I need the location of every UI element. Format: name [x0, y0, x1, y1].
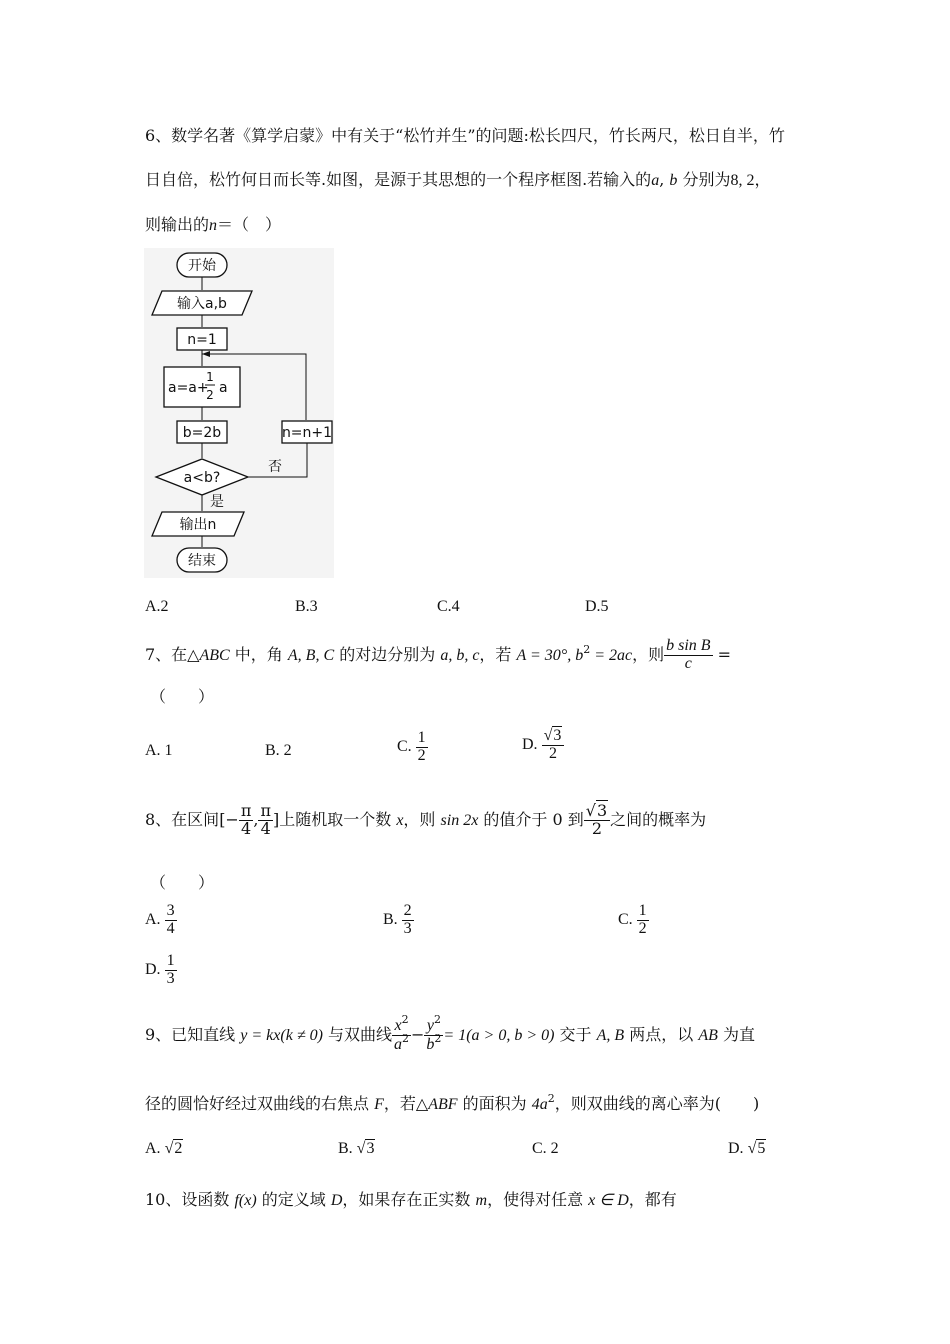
flow-yes-label: 是 [210, 494, 224, 510]
flow-output-label: 输出n [179, 517, 217, 533]
flow-update-a-tail: a [219, 380, 228, 396]
q7-paren: （ ） [150, 687, 215, 706]
flow-update-b-label: b=2b [182, 425, 222, 441]
q9-option-d[interactable]: D. √5 [728, 1140, 766, 1157]
q6-option-a[interactable]: A.2 [145, 598, 169, 615]
q6-option-d[interactable]: D.5 [585, 598, 609, 615]
q7-option-c[interactable]: C. $\frac{1}{2}$ [397, 729, 426, 764]
q7-fraction: $\frac{\text{b sin B}}{c}$ [666, 637, 711, 672]
q6-option-c[interactable]: C.4 [437, 598, 460, 615]
q9-stem: 9、已知直线 y = kx(k ≠ 0) 与双曲线 $\frac{x^2}{a^2}$ − $\frac{y^2}{b^2}$ = 1(a > 0, b > 0) 交于 A, B 两点，以 AB 为直 [145, 1013, 756, 1053]
q8-option-c[interactable]: C. $\frac{1}{2}$ [618, 902, 647, 937]
q7-stem: 7、在△ABC 中，角 A, B, C 的对边分别为 a, b, c，若 A = 30°, $b^2 = 2ac$，则 $\frac{\text{b sin B}}{c}$ = [145, 637, 732, 672]
q6-option-b[interactable]: B.3 [295, 598, 318, 615]
flow-increment-label: n=n+1 [281, 425, 333, 441]
flow-input-label: 输入a,b [177, 296, 227, 312]
q9-option-b[interactable]: B. √3 [338, 1140, 375, 1157]
q8-option-d[interactable]: D. $\frac{1}{3}$ [145, 952, 175, 987]
q8-option-a[interactable]: A. $\frac{3}{4}$ [145, 902, 175, 937]
q7-option-b[interactable]: B. 2 [265, 742, 292, 759]
flow-start-label: 开始 [188, 258, 216, 274]
flow-update-a-label: a=a+ [168, 380, 209, 396]
q8-option-b[interactable]: B. $\frac{2}{3}$ [383, 902, 412, 937]
q6-line2: 日自倍，松竹何日而长等.如图，是源于其思想的一个程序框图.若输入的a, b 分别为8, 2， [145, 170, 771, 189]
q10-stem: 10、设函数 f(x) 的定义域 D，如果存在正实数 m，使得对任意 x ∈ D，都有 [145, 1190, 677, 1209]
flow-end-label: 结束 [188, 553, 216, 569]
q9-option-a[interactable]: A. √2 [145, 1140, 183, 1157]
q8-paren: （ ） [150, 873, 215, 892]
flowchart-diagram [144, 248, 334, 578]
q6-line1: 6、数学名著《算学启蒙》中有关于“松竹并生”的问题:松长四尺，竹长两尺，松日自半，竹 [145, 126, 785, 145]
flow-frac-den: 2 [206, 388, 214, 402]
q7-option-d[interactable]: D. $\frac{√3}{2}$ [522, 728, 564, 763]
flow-no-label: 否 [268, 459, 282, 475]
q6-line3: 则输出的n＝（ ） [145, 215, 282, 234]
q9-option-c[interactable]: C. 2 [532, 1140, 559, 1157]
flow-init-label: n=1 [187, 332, 217, 348]
flow-frac-num: 1 [206, 370, 214, 384]
q7-option-a[interactable]: A. 1 [145, 742, 173, 759]
q9-line2: 径的圆恰好经过双曲线的右焦点 F，若△ABF 的面积为 $4a^2$，则双曲线的离心率为( ) [145, 1092, 760, 1113]
q8-stem: 8、在区间[− $\frac{\pi}{4}$ , $\frac{\pi}{4}$ ]上随机取一个数 x，则 sin 2x 的值介于 0 到 $\frac{√3}{2}$ 之间的概率为 [145, 801, 707, 838]
flow-condition-label: a<b? [183, 470, 221, 486]
